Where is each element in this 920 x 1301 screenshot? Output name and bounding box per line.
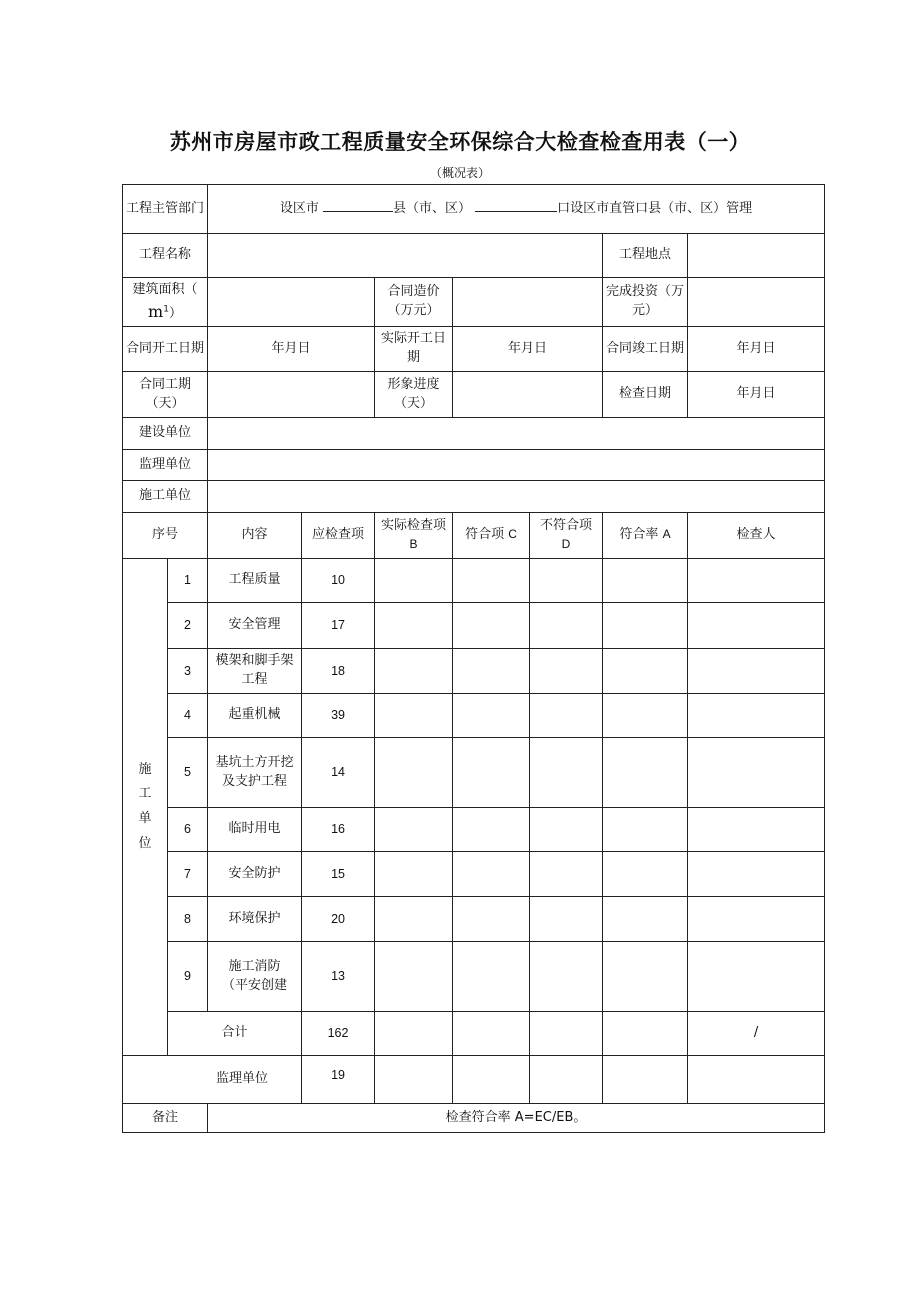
row-inspector-field[interactable]	[688, 694, 825, 738]
developer-label: 建设单位	[123, 418, 208, 450]
row-inspector-field[interactable]	[688, 852, 825, 897]
row-actual-field[interactable]	[375, 649, 453, 694]
row-number: 7	[168, 852, 208, 897]
table-row	[123, 738, 825, 808]
inspection-date-label: 检查日期	[603, 372, 688, 418]
table-row	[123, 852, 825, 897]
project-location-label: 工程地点	[603, 234, 688, 278]
row-inspector-field[interactable]	[688, 559, 825, 603]
col-rate-header: 符合率 A	[603, 513, 688, 559]
row-rate-field[interactable]	[603, 738, 688, 808]
row-content: 安全防护	[208, 852, 302, 897]
authority-value-cell[interactable]	[208, 185, 825, 234]
row-inspector-field[interactable]	[688, 738, 825, 808]
row-inspector-field[interactable]	[688, 942, 825, 1012]
row-required: 20	[302, 897, 375, 942]
row-number: 9	[168, 942, 208, 1012]
developer-row	[123, 418, 825, 450]
remarks-label: 备注	[123, 1104, 208, 1133]
total-actual-field[interactable]	[375, 1012, 453, 1056]
row-actual-field[interactable]	[375, 852, 453, 897]
total-conform-field[interactable]	[453, 1012, 530, 1056]
row-required: 15	[302, 852, 375, 897]
row-nonconform-field[interactable]	[530, 897, 603, 942]
duration-row	[123, 372, 825, 418]
page-title: 苏州市房屋市政工程质量安全环保综合大检查检查用表（一）	[169, 130, 751, 154]
row-number: 4	[168, 694, 208, 738]
completed-investment-field[interactable]	[688, 278, 825, 327]
row-inspector-field[interactable]	[688, 808, 825, 852]
row-nonconform-field[interactable]	[530, 603, 603, 649]
authority-text-1: 设区市	[279, 201, 319, 217]
authority-text-2: 县（市、区）	[393, 201, 472, 217]
row-required: 10	[302, 559, 375, 603]
inspection-form-table	[122, 184, 825, 1133]
completed-investment-label: 完成投资（万元）	[603, 278, 688, 327]
row-content: 环境保护	[208, 897, 302, 942]
row-content: 临时用电	[208, 808, 302, 852]
contractor-row	[123, 481, 825, 513]
row-content: 模架和脚手架工程	[208, 649, 302, 694]
area-label: 建筑面积（ $m^1$）	[123, 278, 208, 327]
row-required: 13	[302, 942, 375, 1012]
table-row	[123, 897, 825, 942]
row-actual-field[interactable]	[375, 603, 453, 649]
total-nonconform-field[interactable]	[530, 1012, 603, 1056]
row-nonconform-field[interactable]	[530, 942, 603, 1012]
project-location-field[interactable]	[688, 234, 825, 278]
row-conform-field[interactable]	[453, 603, 530, 649]
col-content-header: 内容	[208, 513, 302, 559]
col-seq-header: 序号	[123, 513, 208, 559]
row-rate-field[interactable]	[603, 808, 688, 852]
authority-label: 工程主管部门	[123, 185, 208, 234]
supervision-conform-field[interactable]	[453, 1056, 530, 1104]
row-number: 6	[168, 808, 208, 852]
row-inspector-field[interactable]	[688, 897, 825, 942]
contract-completion-label: 合同竣工日期	[603, 327, 688, 372]
contractor-field[interactable]	[208, 481, 825, 513]
group-label-contractor: 施 工 单 位	[123, 559, 168, 1056]
row-nonconform-field[interactable]	[530, 694, 603, 738]
row-number: 2	[168, 603, 208, 649]
area-row	[123, 278, 825, 327]
table-row	[123, 808, 825, 852]
row-nonconform-field[interactable]	[530, 649, 603, 694]
row-conform-field[interactable]	[453, 852, 530, 897]
row-actual-field[interactable]	[375, 942, 453, 1012]
actual-start-field[interactable]: 年月日	[453, 327, 603, 372]
row-content: 工程质量	[208, 559, 302, 603]
row-content: 施工消防 （平安创建	[208, 942, 302, 1012]
row-rate-field[interactable]	[603, 694, 688, 738]
contract-completion-field[interactable]: 年月日	[688, 327, 825, 372]
row-actual-field[interactable]	[375, 897, 453, 942]
row-actual-field[interactable]	[375, 808, 453, 852]
contract-price-label: 合同造价（万元）	[375, 278, 453, 327]
row-rate-field[interactable]	[603, 649, 688, 694]
county-blank-field[interactable]	[475, 199, 557, 212]
col-conform-header: 符合项 C	[453, 513, 530, 559]
row-required: 17	[302, 603, 375, 649]
row-rate-field[interactable]	[603, 852, 688, 897]
row-number: 1	[168, 559, 208, 603]
row-actual-field[interactable]	[375, 559, 453, 603]
table-row	[123, 694, 825, 738]
row-actual-field[interactable]	[375, 738, 453, 808]
row-number: 5	[168, 738, 208, 808]
row-content: 基坑土方开挖及支护工程	[208, 738, 302, 808]
remarks-text: 检查符合率 A=EC/EB。	[208, 1104, 825, 1133]
supervision-inspector-field[interactable]	[688, 1056, 825, 1104]
contract-start-label: 合同开工日期	[123, 327, 208, 372]
supervisor-row	[123, 450, 825, 481]
contract-start-field[interactable]: 年月日	[208, 327, 375, 372]
total-inspector-cell[interactable]: /	[688, 1012, 825, 1056]
dates-row	[123, 327, 825, 372]
contractor-label: 施工单位	[123, 481, 208, 513]
authority-text-3: 口设区市直管口县（市、区）管理	[557, 201, 753, 217]
supervisor-field[interactable]	[208, 450, 825, 481]
contract-duration-field[interactable]	[208, 372, 375, 418]
total-label: 合计	[168, 1012, 302, 1056]
row-nonconform-field[interactable]	[530, 559, 603, 603]
table-row	[123, 559, 825, 603]
progress-label: 形象进度（天）	[375, 372, 453, 418]
inspection-date-field[interactable]: 年月日	[688, 372, 825, 418]
project-name-row	[123, 234, 825, 278]
row-conform-field[interactable]	[453, 942, 530, 1012]
total-row	[123, 1012, 825, 1056]
row-content: 安全管理	[208, 603, 302, 649]
row-required: 18	[302, 649, 375, 694]
row-inspector-field[interactable]	[688, 649, 825, 694]
row-conform-field[interactable]	[453, 649, 530, 694]
table-row	[123, 649, 825, 694]
row-rate-field[interactable]	[603, 603, 688, 649]
row-rate-field[interactable]	[603, 559, 688, 603]
authority-row	[123, 185, 825, 234]
row-conform-field[interactable]	[453, 808, 530, 852]
row-actual-field[interactable]	[375, 694, 453, 738]
supervisor-label: 监理单位	[123, 450, 208, 481]
city-blank-field[interactable]	[323, 199, 393, 212]
row-rate-field[interactable]	[603, 942, 688, 1012]
supervision-nonconform-field[interactable]	[530, 1056, 603, 1104]
progress-field[interactable]	[453, 372, 603, 418]
supervision-required: 19	[302, 1056, 375, 1104]
row-nonconform-field[interactable]	[530, 738, 603, 808]
col-actual-header: 实际检查项 B	[375, 513, 453, 559]
page-subtitle: （概况表）	[429, 166, 490, 180]
table-row	[123, 603, 825, 649]
row-nonconform-field[interactable]	[530, 852, 603, 897]
row-conform-field[interactable]	[453, 559, 530, 603]
row-rate-field[interactable]	[603, 897, 688, 942]
total-rate-field[interactable]	[603, 1012, 688, 1056]
col-inspector-header: 检查人	[688, 513, 825, 559]
row-required: 16	[302, 808, 375, 852]
developer-field[interactable]	[208, 418, 825, 450]
total-required: 162	[302, 1012, 375, 1056]
items-header-row	[123, 513, 825, 559]
row-inspector-field[interactable]	[688, 603, 825, 649]
contract-duration-label: 合同工期（天）	[123, 372, 208, 418]
row-required: 39	[302, 694, 375, 738]
row-conform-field[interactable]	[453, 694, 530, 738]
area-field[interactable]	[208, 278, 375, 327]
supervision-actual-field[interactable]	[375, 1056, 453, 1104]
row-number: 3	[168, 649, 208, 694]
col-required-header: 应检查项	[302, 513, 375, 559]
row-conform-field[interactable]	[453, 738, 530, 808]
supervision-row	[123, 1056, 825, 1104]
row-required: 14	[302, 738, 375, 808]
supervision-rate-field[interactable]	[603, 1056, 688, 1104]
project-name-label: 工程名称	[123, 234, 208, 278]
col-nonconform-header: 不符合项 D	[530, 513, 603, 559]
row-conform-field[interactable]	[453, 897, 530, 942]
project-name-field[interactable]	[208, 234, 603, 278]
row-content: 起重机械	[208, 694, 302, 738]
row-number: 8	[168, 897, 208, 942]
row-nonconform-field[interactable]	[530, 808, 603, 852]
contract-price-field[interactable]	[453, 278, 603, 327]
supervision-label: 监理单位	[123, 1056, 302, 1104]
table-row	[123, 942, 825, 1012]
remarks-row	[123, 1104, 825, 1133]
actual-start-label: 实际开工日期	[375, 327, 453, 372]
